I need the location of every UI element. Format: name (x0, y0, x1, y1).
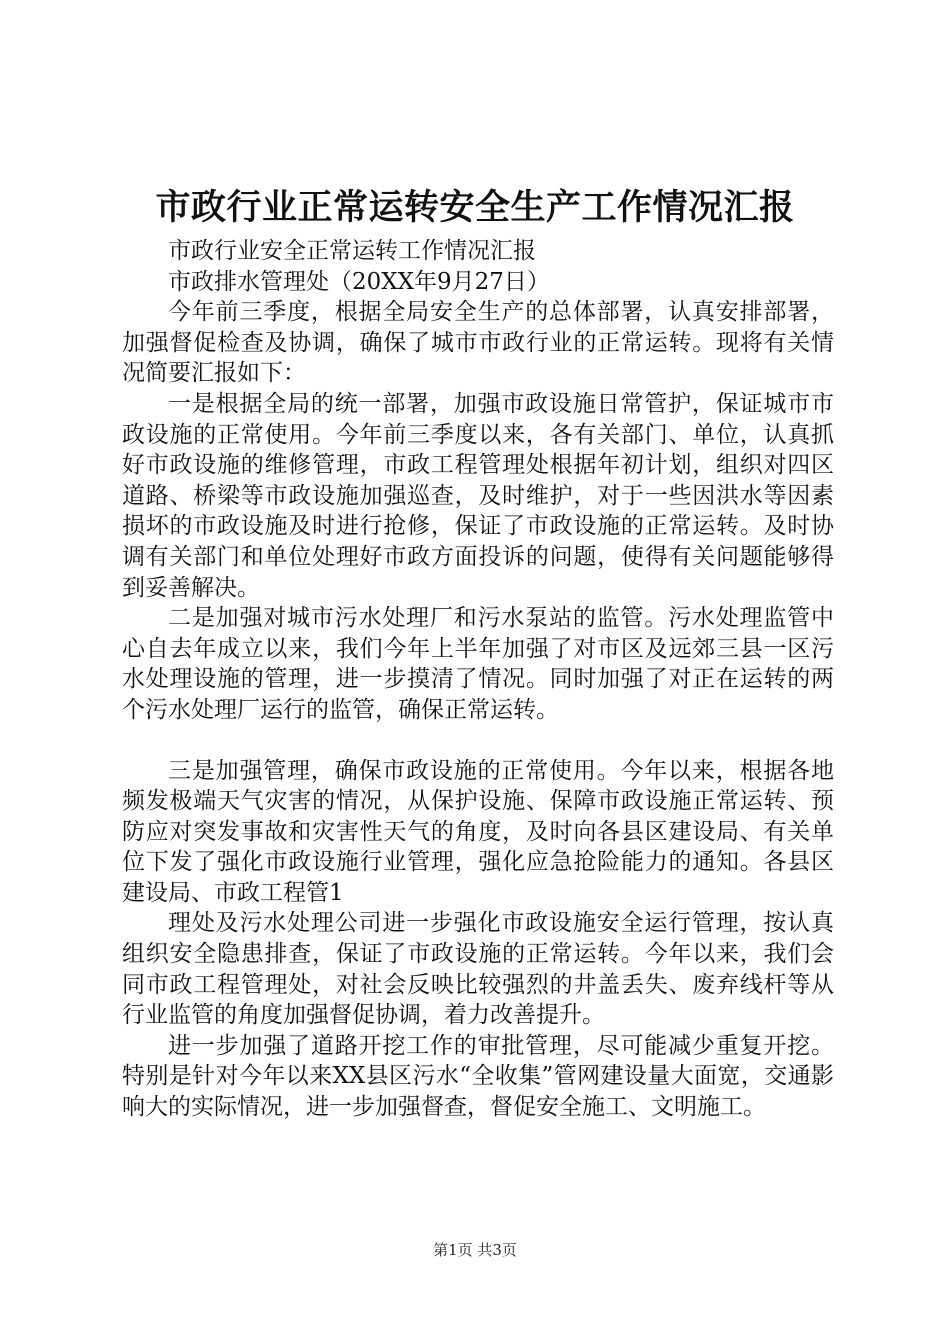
page-number-footer: 第1页 共3页 (433, 1241, 517, 1259)
continuation-paragraph: 理处及污水处理公司进一步强化市政设施安全运行管理，按认真组织安全隐患排查，保证了市政设施的正常运转。今年以来，我们会同市政工程管理处，对社会反映比较强烈的井盖丢失、废弃线杆等从行业监管的角度加强督促协调，着力改善提升。 (122, 910, 834, 1029)
author-date-paragraph: 市政排水管理处（20XX年9月27日） (168, 268, 550, 295)
intro-paragraph: 今年前三季度，根据全局安全生产的总体部署，认真安排部署，加强督促检查及协调，确保了城市市政行业的正常运转。现将有关情况简要汇报如下： (122, 299, 834, 387)
point-one-paragraph: 一是根据全局的统一部署，加强市政设施日常管护，保证城市市政设施的正常使用。今年前三季度以来，各有关部门、单位，认真抓好市政设施的维修管理，市政工程管理处根据年初计划，组织对四区道路、桥梁等市政设施加强巡查，及时维护，对于一些因洪水等因素损坏的市政设施及时进行抢修，保证了市政设施的正常运转。及时协调有关部门和单位处理好市政方面投诉的问题，使得有关问题能够得到妥善解决。 (122, 390, 834, 601)
document-title: 市政行业正常运转安全生产工作情况汇报 (155, 187, 795, 228)
point-three-paragraph: 三是加强管理，确保市政设施的正常使用。今年以来，根据各地频发极端天气灾害的情况，从保护设施、保障市政设施正常运转、预防应对突发事故和灾害性天气的角度，及时向各县区建设局、有关单位下发了强化市政设施行业管理，强化应急抢险能力的通知。各县区建设局、市政工程管1 (122, 757, 834, 906)
subtitle-paragraph: 市政行业安全正常运转工作情况汇报 (168, 238, 536, 264)
document-body (122, 236, 834, 1123)
excavation-paragraph: 进一步加强了道路开挖工作的审批管理，尽可能减少重复开挖。特别是针对今年以来XX县区污水“全收集”管网建设量大面宽，交通影响大的实际情况，进一步加强督查，督促安全施工、文明施工。 (122, 1032, 834, 1121)
point-two-paragraph: 二是加强对城市污水处理厂和污水泵站的监管。污水处理监管中心自去年成立以来，我们今年上半年加强了对市区及远郊三县一区污水处理设施的管理，进一步摸清了情况。同时加强了对正在运转的两个污水处理厂运行的监管，确保正常运转。 (122, 605, 834, 723)
